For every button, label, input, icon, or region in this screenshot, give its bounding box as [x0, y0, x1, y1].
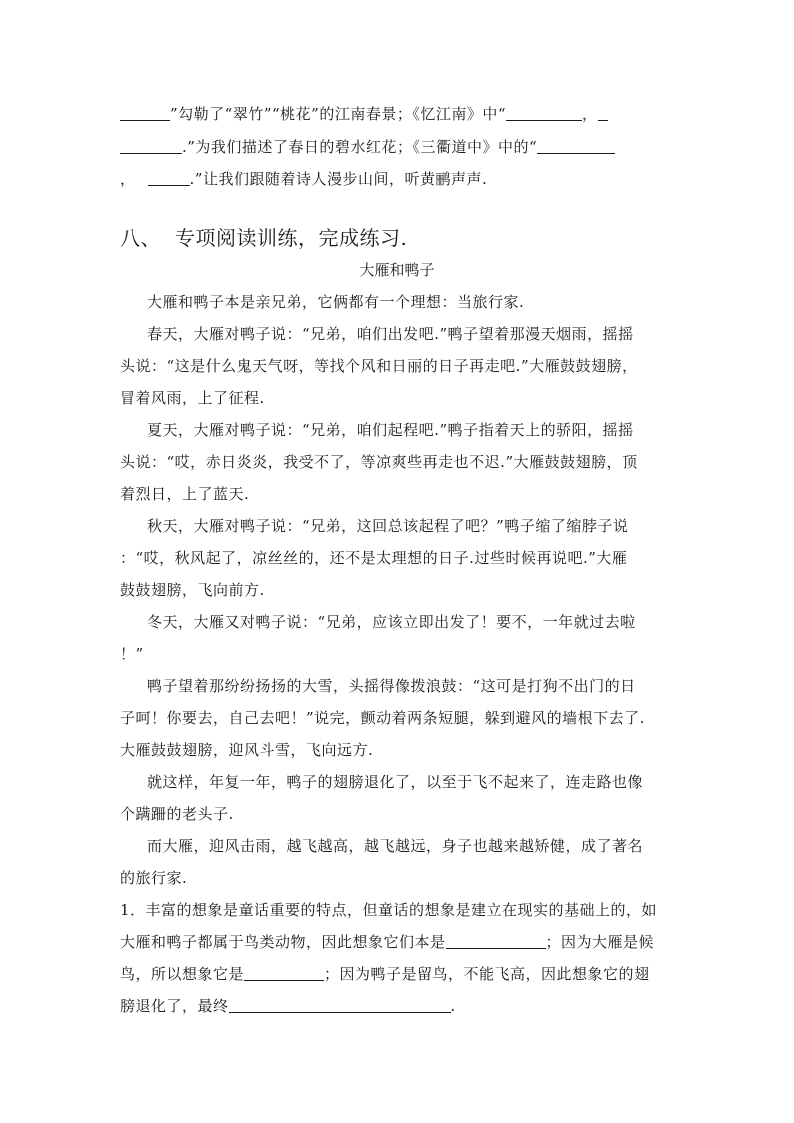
question-1-line-4: 膀退化了，最终 .	[120, 997, 456, 1015]
question-1-line-3: 鸟，所以想象它是 ；因为鸭子是留鸟，不能飞高，因此想象它的翅	[120, 965, 650, 983]
story-line: 夏天，大雁对鸭子说：“兄弟，咱们起程吧.”鸭子指着天上的骄阳，摇摇	[147, 421, 634, 439]
answer-blank[interactable]	[537, 139, 615, 154]
story-line: 的旅行家.	[120, 869, 188, 887]
section-heading	[120, 222, 407, 251]
story-line: 个蹒跚的老头子.	[120, 805, 234, 823]
story-line: 冬天，大雁又对鸭子说：“兄弟，应该立即出发了！要不，一年就过去啦	[147, 613, 636, 631]
story-line: 着烈日，上了蓝天.	[120, 485, 250, 503]
story-title: 大雁和鸭子	[359, 261, 435, 279]
answer-blank[interactable]	[229, 998, 451, 1013]
story-line: 头说：“哎，赤日炎炎，我受不了，等凉爽些再走也不迟.”大雁鼓鼓翅膀，顶	[120, 453, 638, 471]
fill-line-3: ， .”让我们跟随着诗人漫步山间，听黄鹂声声.	[120, 170, 488, 188]
answer-blank[interactable]	[446, 934, 546, 949]
story-line: 就这样，年复一年，鸭子的翅膀退化了，以至于飞不起来了，连走路也像	[147, 773, 644, 791]
question-1-line-1: 1．丰富的想象是童话重要的特点，但童话的想象是建立在现实的基础上的，如	[120, 901, 658, 919]
fill-line-1: ”勾勒了“翠竹”“桃花”的江南春景；《忆江南》中“ ，	[120, 103, 608, 124]
fill-line-2: .”为我们描述了春日的碧水红花；《三衢道中》中的“	[120, 136, 615, 157]
question-1-line-2: 大雁和鸭子都属于鸟类动物，因此想象它们本是 ；因为大雁是候	[120, 933, 655, 951]
answer-blank[interactable]	[598, 106, 608, 121]
answer-blank[interactable]	[120, 106, 170, 121]
story-line: 大雁和鸭子本是亲兄弟，它俩都有一个理想：当旅行家.	[147, 293, 525, 311]
story-line: 头说：“这是什么鬼天气呀，等找个风和日丽的日子再走吧.”大雁鼓鼓翅膀，	[120, 357, 638, 375]
story-line: 春天，大雁对鸭子说：“兄弟，咱们出发吧.”鸭子望着那漫天烟雨，摇摇	[147, 325, 634, 343]
story-line: ：“哎，秋风起了，凉丝丝的，还不是太理想的日子.过些时候再说吧.”大雁	[120, 549, 628, 567]
story-line: 冒着风雨，上了征程.	[120, 389, 265, 407]
answer-blank[interactable]	[120, 139, 182, 154]
answer-blank[interactable]	[148, 171, 190, 186]
story-line: 大雁鼓鼓翅膀，迎风斗雪，飞向远方.	[120, 741, 374, 759]
story-line: 秋天，大雁对鸭子说：“兄弟，这回总该起程了吧？”鸭子缩了缩脖子说	[147, 517, 629, 535]
answer-blank[interactable]	[244, 966, 324, 981]
story-line: 鸭子望着那纷纷扬扬的大雪，头摇得像拨浪鼓：“这可是打狗不出门的日	[147, 677, 636, 695]
section-title: 专项阅读训练，完成练习.	[175, 226, 408, 250]
story-line: 而大雁，迎风击雨，越飞越高，越飞越远，身子也越来越矫健，成了著名	[147, 837, 644, 855]
section-number: 八、	[120, 226, 161, 250]
story-line: ！”	[120, 645, 144, 663]
story-line: 鼓鼓翅膀，飞向前方.	[120, 581, 265, 599]
story-line: 子呵！你要去，自己去吧！”说完，颤动着两条短腿，躲到避风的墙根下去了.	[120, 709, 645, 727]
answer-blank[interactable]	[506, 106, 582, 121]
